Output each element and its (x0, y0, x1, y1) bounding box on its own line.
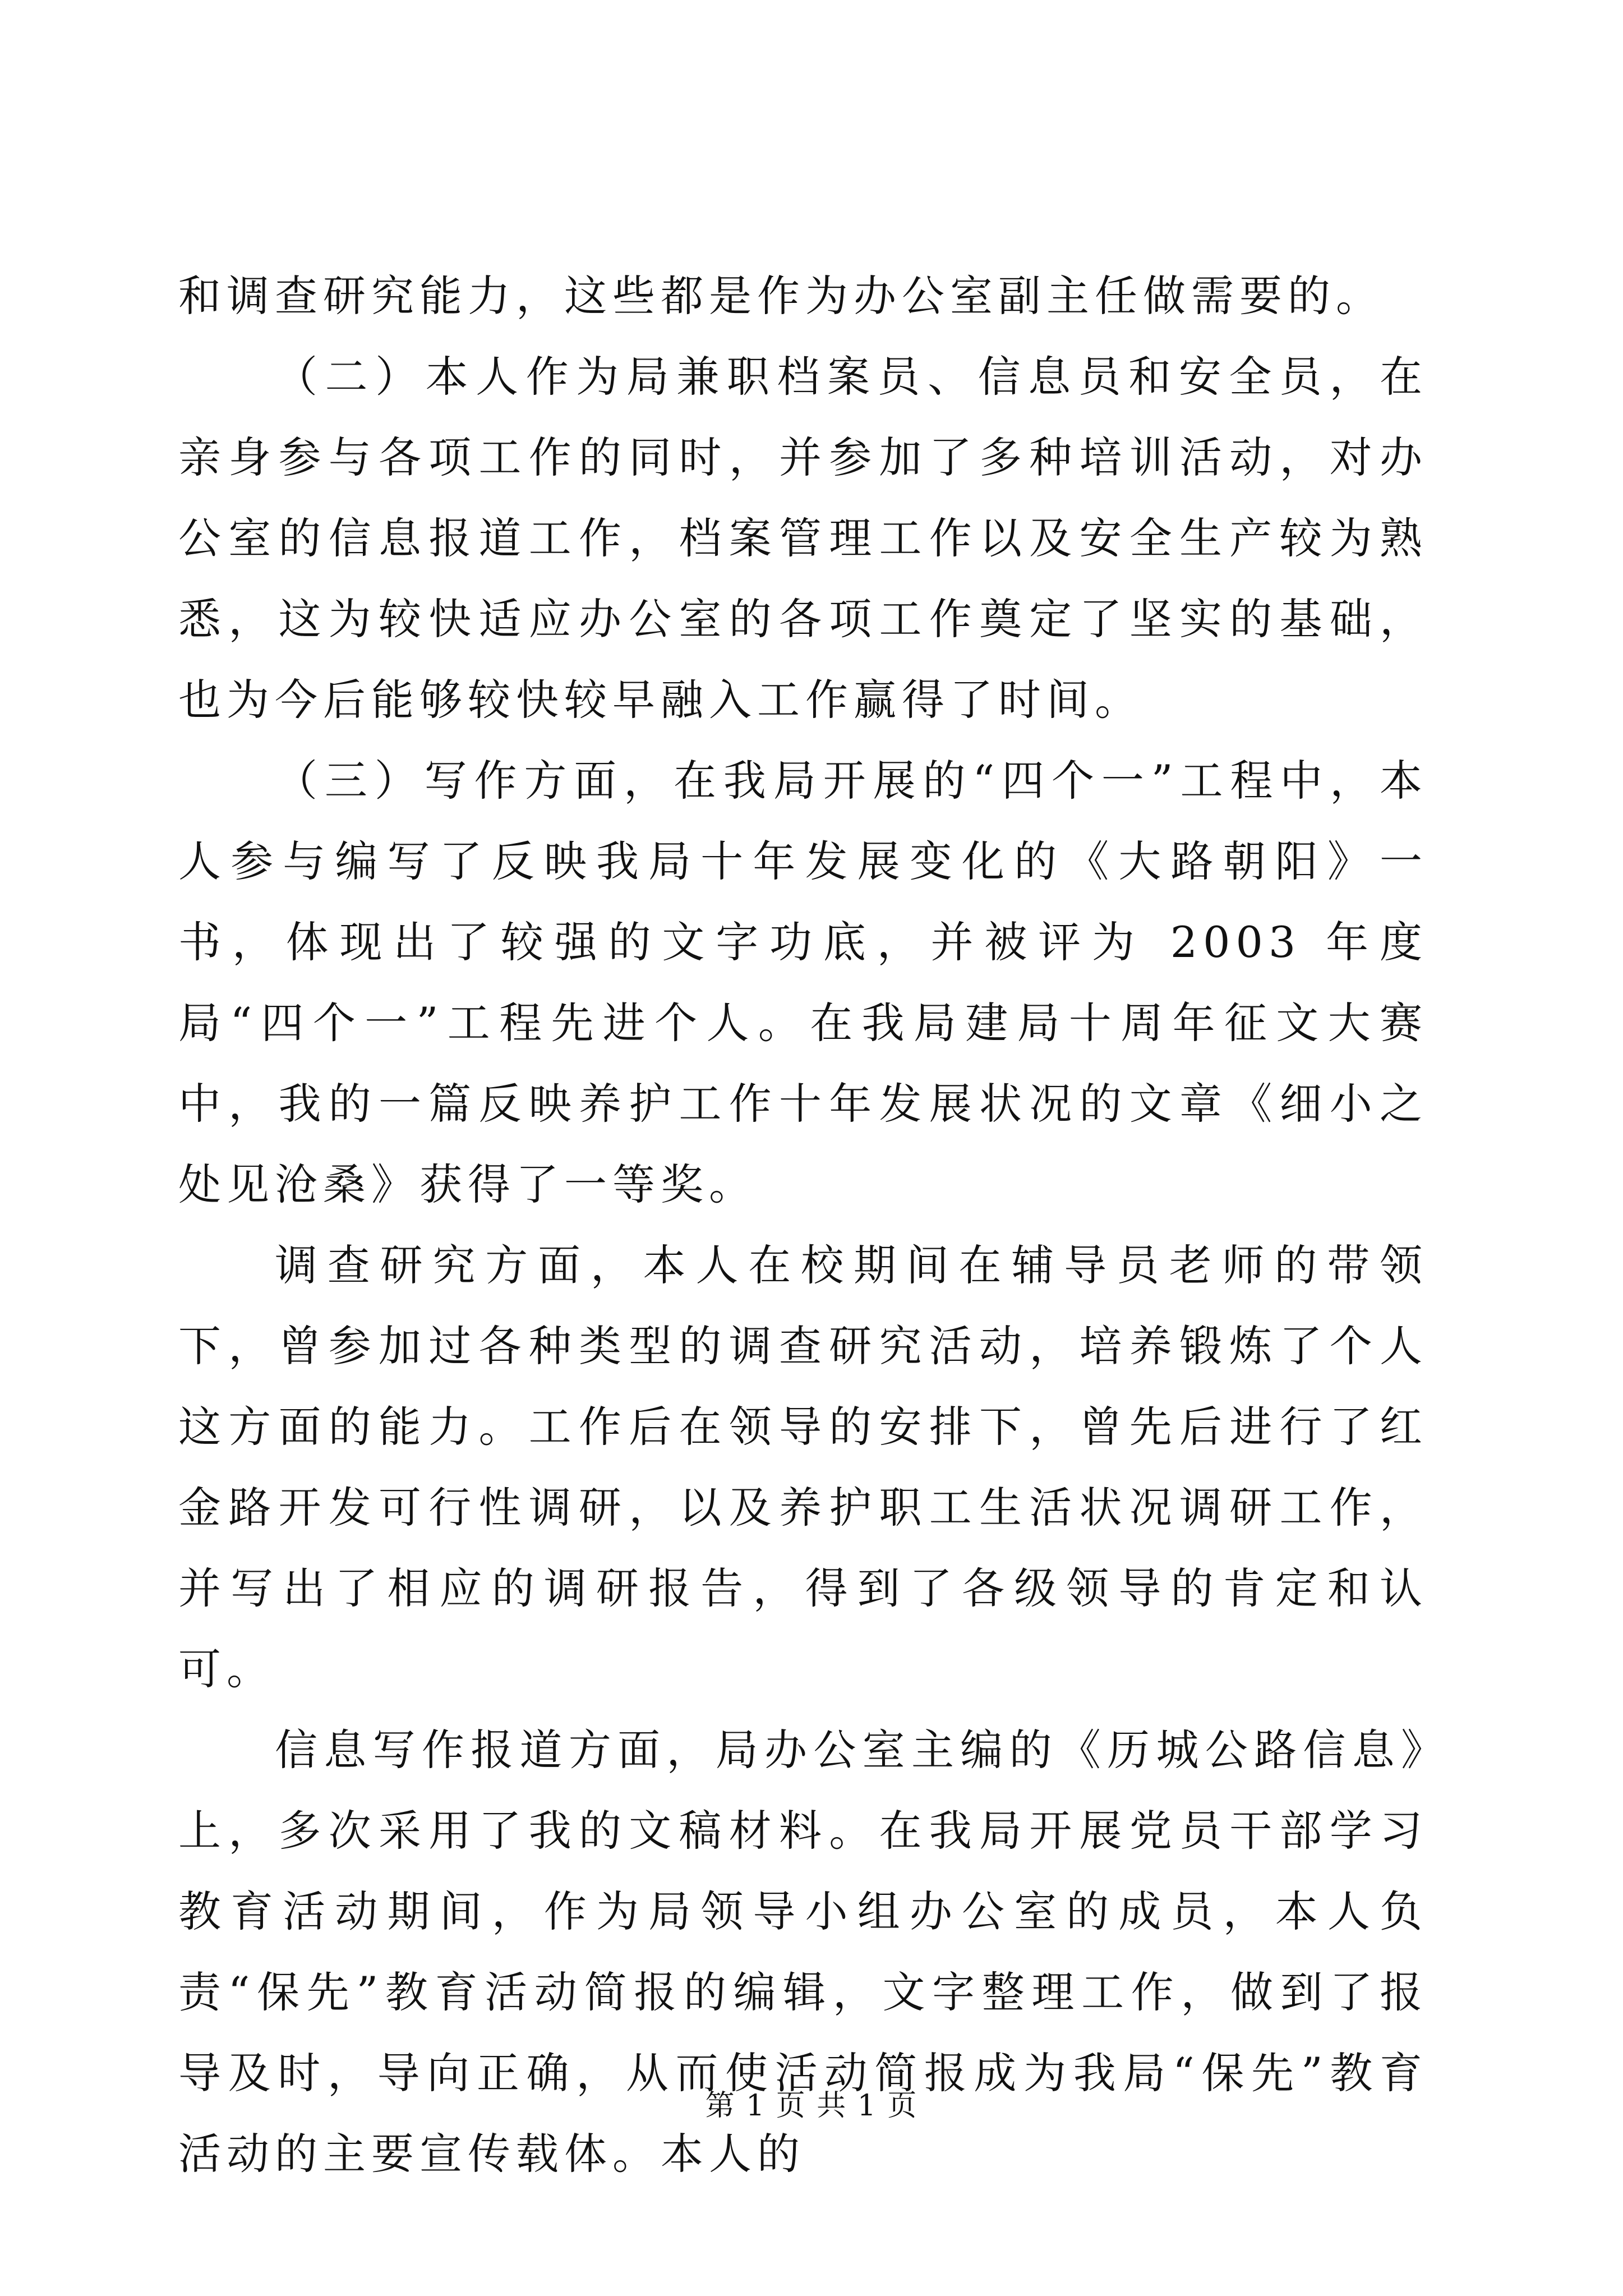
paragraph-continuation: 和调查研究能力，这些都是作为办公室副主任做需要的。 (178, 271, 1384, 321)
page-number-footer: 第 1 页 共 1 页 (705, 2089, 918, 2123)
document-body (178, 256, 1428, 2194)
paragraph-information-writing: 信息写作报道方面，局办公室主编的《历城公路信息》上，多次采用了我的文稿材料。在我局开展党员干部学习教育活动期间，作为局领导小组办公室的成员，本人负责“保先”教育活动简报的编辑，文字整理工作，做到了报导及时，导向正确，从而使活动简报成为我局“保先”教育活动的主要宣传载体。本人的 (178, 1725, 1428, 2179)
paragraph-section-two: （二）本人作为局兼职档案员、信息员和安全员，在亲身参与各项工作的同时，并参加了多种培训活动，对办公室的信息报道工作，档案管理工作以及安全生产较为熟悉，这为较快适应办公室的各项工作奠定了坚实的基础，也为今后能够较快较早融入工作赢得了时间。 (178, 352, 1428, 725)
paragraph-research: 调查研究方面，本人在校期间在辅导员老师的带领下，曾参加过各种类型的调查研究活动，培养锻炼了个人这方面的能力。工作后在领导的安排下，曾先后进行了红金路开发可行性调研，以及养护职工生活状况调研工作，并写出了相应的调研报告，得到了各级领导的肯定和认可。 (178, 1240, 1428, 1694)
paragraph-section-three: （三）写作方面，在我局开展的“四个一”工程中，本人参与编写了反映我局十年发展变化的《大路朝阳》一书，体现出了较强的文字功底，并被评为 2003 年度局“四个一”工程先进个人。在我局建局十周年征文大赛中，我的一篇反映养护工作十年发展状况的文章《细小之处见沧桑》获得了一等奖。 (178, 756, 1428, 1209)
